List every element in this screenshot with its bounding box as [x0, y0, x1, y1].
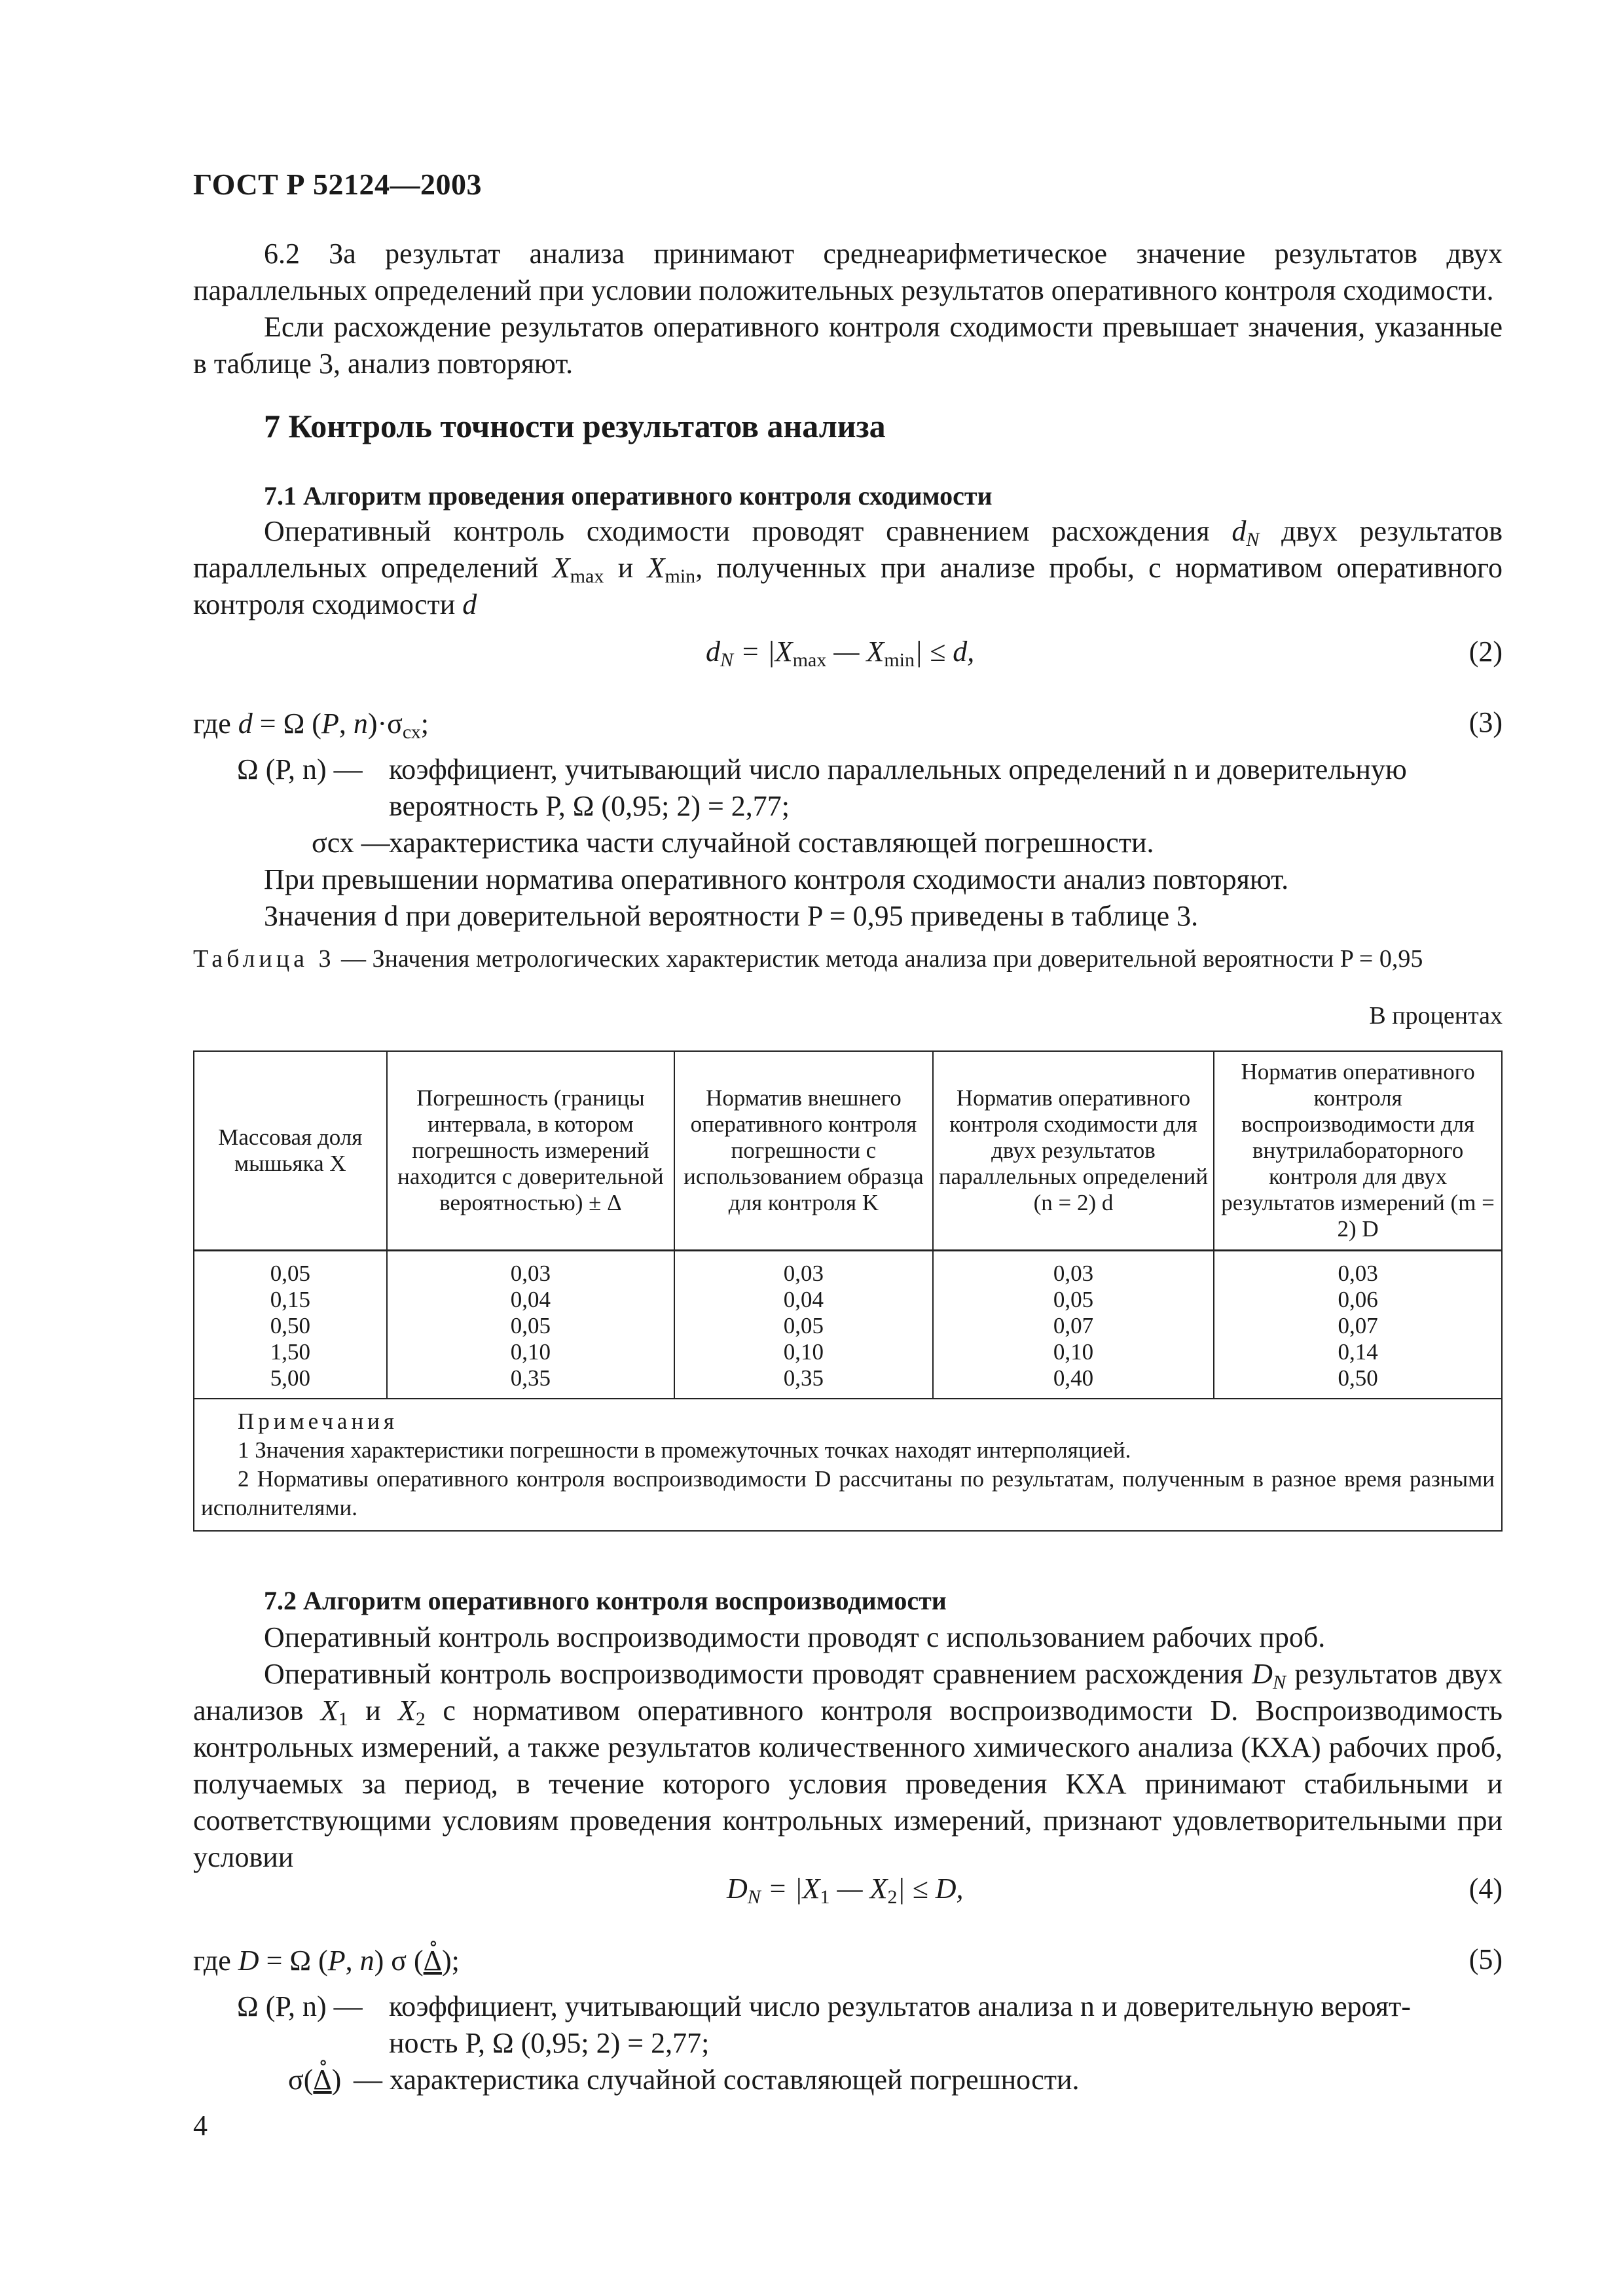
notes-title: Примечания — [238, 1408, 399, 1434]
equation-5: где D = Ω (P, n) σ (∘ Δ); — [193, 1943, 460, 1979]
table-cell: 1,50 — [270, 1339, 310, 1365]
omega2-definition-text: коэффициент, учитывающий число результатов анализа n и доверительную вероят- ность P, Ω (0,95; 2) = 2,77; — [389, 1990, 1411, 2059]
equation-4: $D_N = |X_1$ — $X_2| \le D$, — [727, 1873, 964, 1908]
note-2: 2 Нормативы оперативного контроля воспроизводимости D рассчитаны по результатам, полученным в разное время разными исполнителями. — [201, 1466, 1495, 1520]
table-cell: 0,50 — [1338, 1365, 1378, 1391]
sigma-definition-term: σсх — — [312, 827, 390, 859]
table-cell: 0,50 — [270, 1313, 310, 1338]
paragraph-6-2: 6.2 За результат анализа принимают среднеарифметическое значение результатов двух параллельных определений при условии положительных результатов оперативного контроля сходимости. — [193, 238, 1503, 306]
table-cell: 0,03 — [783, 1261, 824, 1286]
table-cell: 0,14 — [1338, 1339, 1378, 1365]
section-7-2-paragraph-1: Оперативный контроль воспроизводимости проводят с использованием рабочих проб. — [264, 1621, 1326, 1653]
section-7-title: 7 Контроль точности результатов анализа — [264, 408, 886, 444]
omega-definition-text: коэффициент, учитывающий число параллельных определений n и доверительную вероятность P, Ω (0,95; 2) = 2,77; — [389, 753, 1407, 822]
table-header-reproducibility: Норматив оперативного контроля воспроизводимости для внутрилабораторного контроля для двух результатов измерений (m = 2) D — [1214, 1051, 1502, 1251]
table-header-row — [194, 1051, 1502, 1251]
equation-5-number: (5) — [1468, 1943, 1503, 1975]
table-cell: 5,00 — [270, 1365, 310, 1391]
table-values-row — [194, 1251, 1502, 1399]
paragraph-6-2-repeat: Если расхождение результатов оперативного контроля сходимости превышает значения, указанные в таблице 3, анализ повторяют. — [193, 311, 1503, 380]
table-cell: 0,05 — [510, 1313, 551, 1338]
equation-4-number: (4) — [1468, 1873, 1503, 1905]
omega2-definition-term: Ω (P, n) — — [237, 1990, 363, 2022]
equation-2-number: (2) — [1468, 636, 1503, 668]
section-7-1-title: 7.1 Алгоритм проведения оперативного контроля сходимости — [264, 481, 993, 511]
table-cell: 0,35 — [783, 1365, 824, 1391]
paragraph-exceed: При превышении норматива оперативного контроля сходимости анализ повторяют. — [264, 863, 1289, 895]
table-cell: 0,07 — [1053, 1313, 1094, 1338]
table-cell: 0,10 — [783, 1339, 824, 1365]
column-error — [387, 1251, 674, 1399]
table-cell: 0,15 — [270, 1287, 310, 1312]
table-cell: 0,04 — [510, 1287, 551, 1312]
sigma2-definition-text: — характеристика случайной составляющей погрешности. — [354, 2064, 1080, 2096]
table-cell: 0,40 — [1053, 1365, 1094, 1391]
column-repeatability — [933, 1251, 1214, 1399]
table-notes-row — [194, 1399, 1502, 1531]
column-external-control — [674, 1251, 933, 1399]
table-cell: 0,05 — [1053, 1287, 1094, 1312]
table-cell: 0,06 — [1338, 1287, 1378, 1312]
table-header-external-control: Норматив внешнего оперативного контроля погрешности с использованием образца для контроля K — [674, 1051, 933, 1251]
table-3-units: В процентах — [1369, 1002, 1503, 1030]
equation-2: $d_N = |X_{max}$ — $X_{min}| \le d$, — [706, 636, 975, 671]
sigma2-definition-term: σ(∘ Δ) — [288, 2062, 341, 2098]
equation-3: где d = Ω (P, $n)\cdot\sigma_{сх}$; — [193, 708, 429, 743]
table-header-error: Погрешность (границы интервала, в котором погрешность измерений находится с доверительной вероятностью) ± Δ — [387, 1051, 674, 1251]
table-cell: 0,03 — [1338, 1261, 1378, 1286]
section-7-2-paragraph-2: Оперативный контроль воспроизводимости проводят сравнением расхождения $D_N$ результатов двух анализов $X_1$ и $X_2$ с нормативом оперативного контроля воспроизводимости D. Воспроизводимость контрольных измерений, а также результатов количественного химического анализа (КХА) рабочих проб, получаемых за период, в течение которого условия проведения КХА принимают стабильными и соответствующими условиям проведения контрольных измерений, признают удовлетворительными при условии — [193, 1658, 1503, 1873]
note-1: 1 Значения характеристики погрешности в промежуточных точках находят интерполяцией. — [238, 1437, 1131, 1463]
column-reproducibility — [1214, 1251, 1502, 1399]
table-cell: 0,10 — [1053, 1339, 1094, 1365]
table-cell: 0,10 — [510, 1339, 551, 1365]
table-cell: 0,07 — [1338, 1313, 1378, 1338]
omega-definition-term: Ω (P, n) — — [237, 753, 363, 785]
table-header-repeatability: Норматив оперативного контроля сходимости для двух результатов параллельных определений (n = 2) d — [933, 1051, 1214, 1251]
table-cell: 0,05 — [270, 1261, 310, 1286]
table-header-mass-fraction: Массовая доля мышьяка X — [194, 1051, 387, 1251]
table-cell: 0,03 — [1053, 1261, 1094, 1286]
table-cell: 0,03 — [510, 1261, 551, 1286]
table-cell: 0,04 — [783, 1287, 824, 1312]
section-7-1-intro: Оперативный контроль сходимости проводят сравнением расхождения $d_N$ двух результатов параллельных определений $X_{max}$ и $X_{min}$, полученных при анализе пробы, с нормативом оперативного контроля сходимости d — [193, 515, 1503, 620]
table-cell: 0,35 — [510, 1365, 551, 1391]
document-header: ГОСТ Р 52124—2003 — [193, 168, 482, 201]
sigma-definition-text: характеристика части случайной составляющей погрешности. — [389, 827, 1154, 859]
table-3 — [193, 1050, 1503, 1532]
section-7-2-title: 7.2 Алгоритм оперативного контроля воспроизводимости — [264, 1586, 947, 1615]
paragraph-values: Значения d при доверительной вероятности P = 0,95 приведены в таблице 3. — [264, 900, 1199, 932]
table-3-caption: Таблица 3 — Значения метрологических характеристик метода анализа при доверительной вероятности P = 0,95 — [193, 945, 1423, 973]
page-number: 4 — [193, 2109, 208, 2142]
equation-3-number: (3) — [1468, 706, 1503, 738]
table-cell: 0,05 — [783, 1313, 824, 1338]
table-notes — [194, 1399, 1502, 1531]
column-mass-fraction — [194, 1251, 387, 1399]
